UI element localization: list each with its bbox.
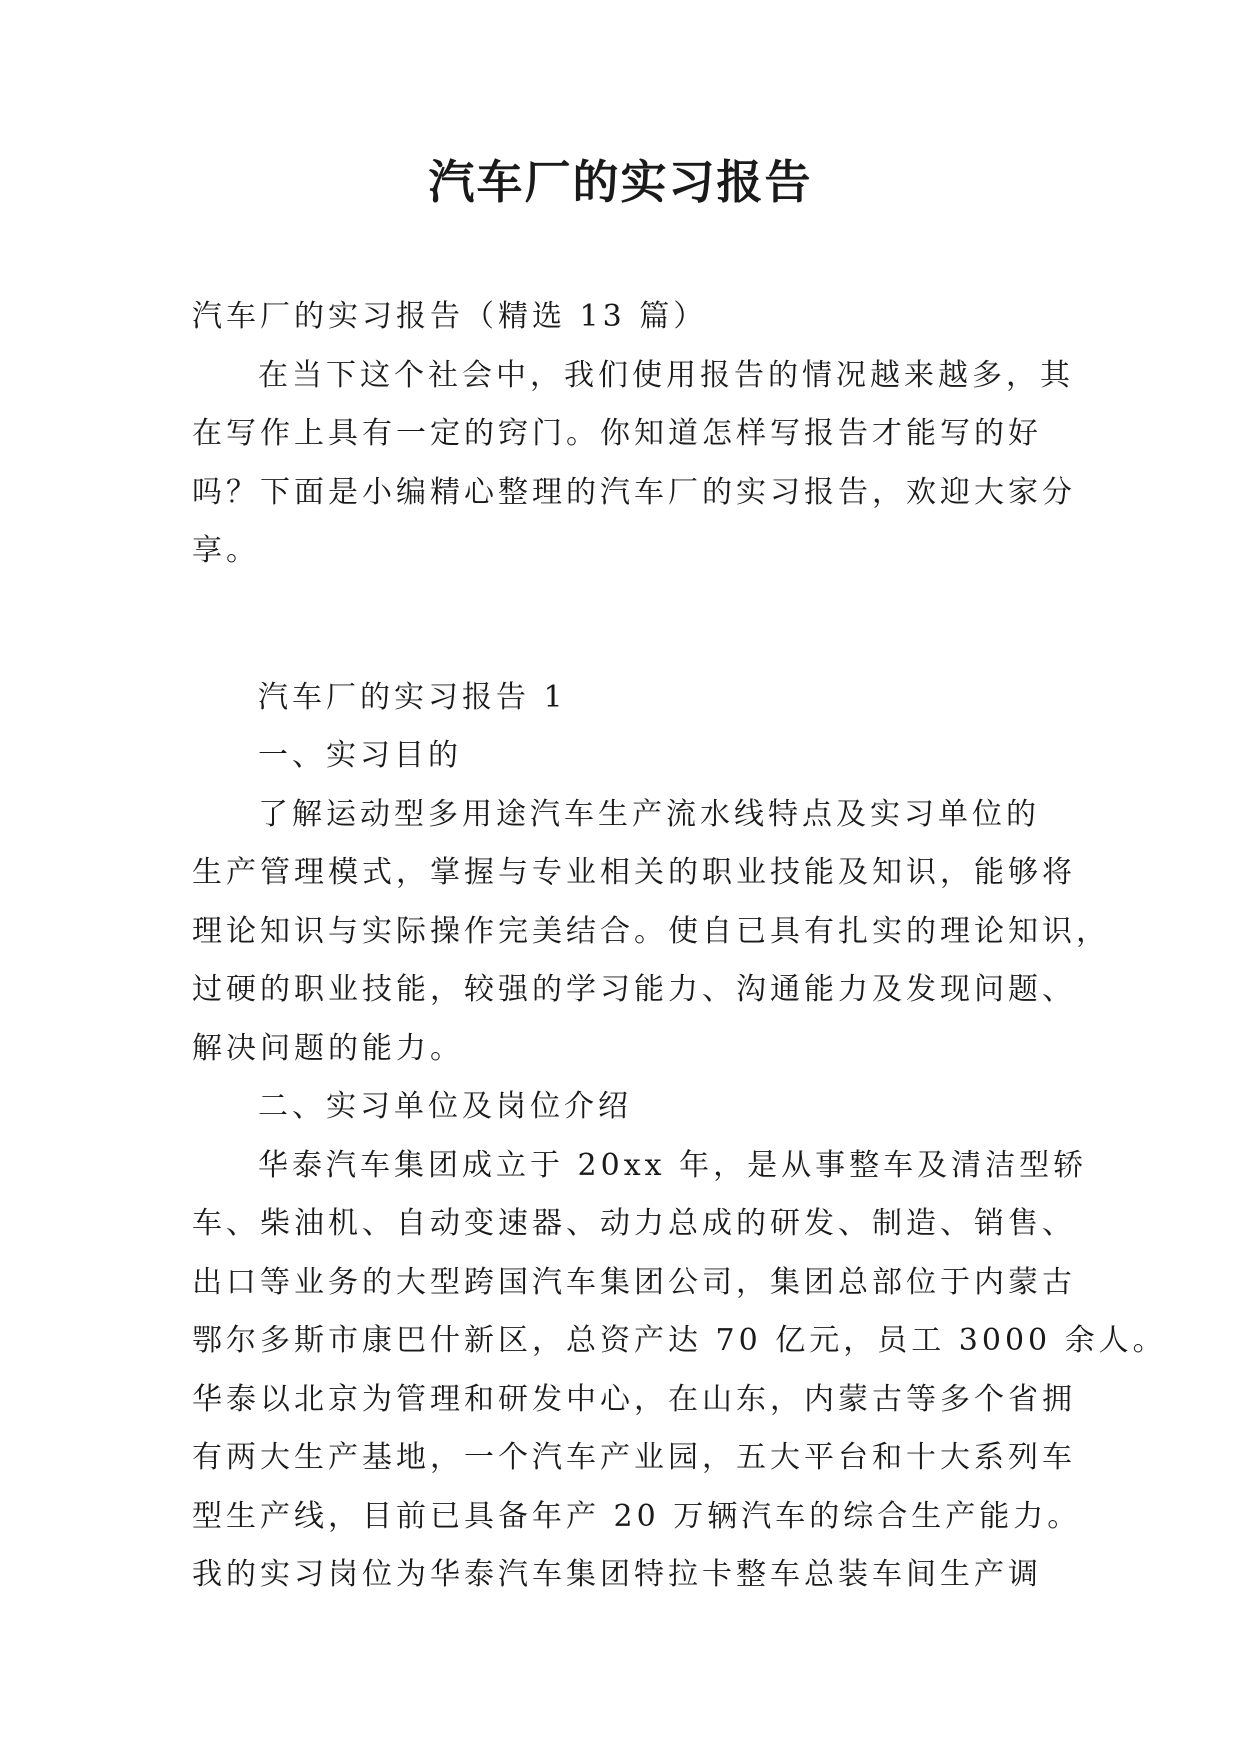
intro-line: 在当下这个社会中，我们使用报告的情况越来越多，其 [258, 357, 1074, 393]
heading-company: 二、实习单位及岗位介绍 [258, 1089, 632, 1124]
document-body [192, 288, 1167, 1605]
purpose-line: 生产管理模式，掌握与专业相关的职业技能及知识，能够将 [192, 855, 1076, 890]
intro-line: 在写作上具有一定的窍门。你知道怎样写报告才能写的好 [192, 416, 1042, 451]
purpose-line: 解决问题的能力。 [192, 1030, 464, 1066]
intro-line: 享。 [192, 533, 260, 568]
purpose-line: 了解运动型多用途汽车生产流水线特点及实习单位的 [258, 796, 1040, 832]
intro-line: 吗？下面是小编精心整理的汽车厂的实习报告，欢迎大家分 [192, 474, 1076, 510]
purpose-line: 过硬的职业技能，较强的学习能力、沟通能力及发现问题、 [192, 972, 1076, 1007]
company-line: 型生产线，目前已具备年产 20 万辆汽车的综合生产能力。 [192, 1498, 1082, 1534]
purpose-line: 理论知识与实际操作完美结合。使自已具有扎实的理论知识， [192, 913, 1110, 949]
page-title: 汽车厂的实习报告 [428, 155, 813, 209]
company-line: 鄂尔多斯市康巴什新区，总资产达 70 亿元，员工 3000 余人。 [192, 1323, 1167, 1358]
company-line: 我的实习岗位为华泰汽车集团特拉卡整车总装车间生产调 [192, 1557, 1042, 1592]
company-line: 华泰汽车集团成立于 20xx 年，是从事整车及清洁型轿 [258, 1147, 1088, 1183]
subtitle: 汽车厂的实习报告（精选 13 篇） [192, 299, 708, 334]
paragraph-gap [192, 581, 1072, 669]
company-line: 有两大生产基地，一个汽车产业园，五大平台和十大系列车 [192, 1440, 1076, 1475]
company-line: 车、柴油机、自动变速器、动力总成的研发、制造、销售、 [192, 1206, 1076, 1241]
company-line: 华泰以北京为管理和研发中心，在山东，内蒙古等多个省拥 [192, 1381, 1076, 1417]
section-title: 汽车厂的实习报告 1 [258, 679, 567, 715]
heading-purpose: 一、实习目的 [258, 738, 462, 773]
company-line: 出口等业务的大型跨国汽车集团公司，集团总部位于内蒙古 [192, 1264, 1076, 1300]
